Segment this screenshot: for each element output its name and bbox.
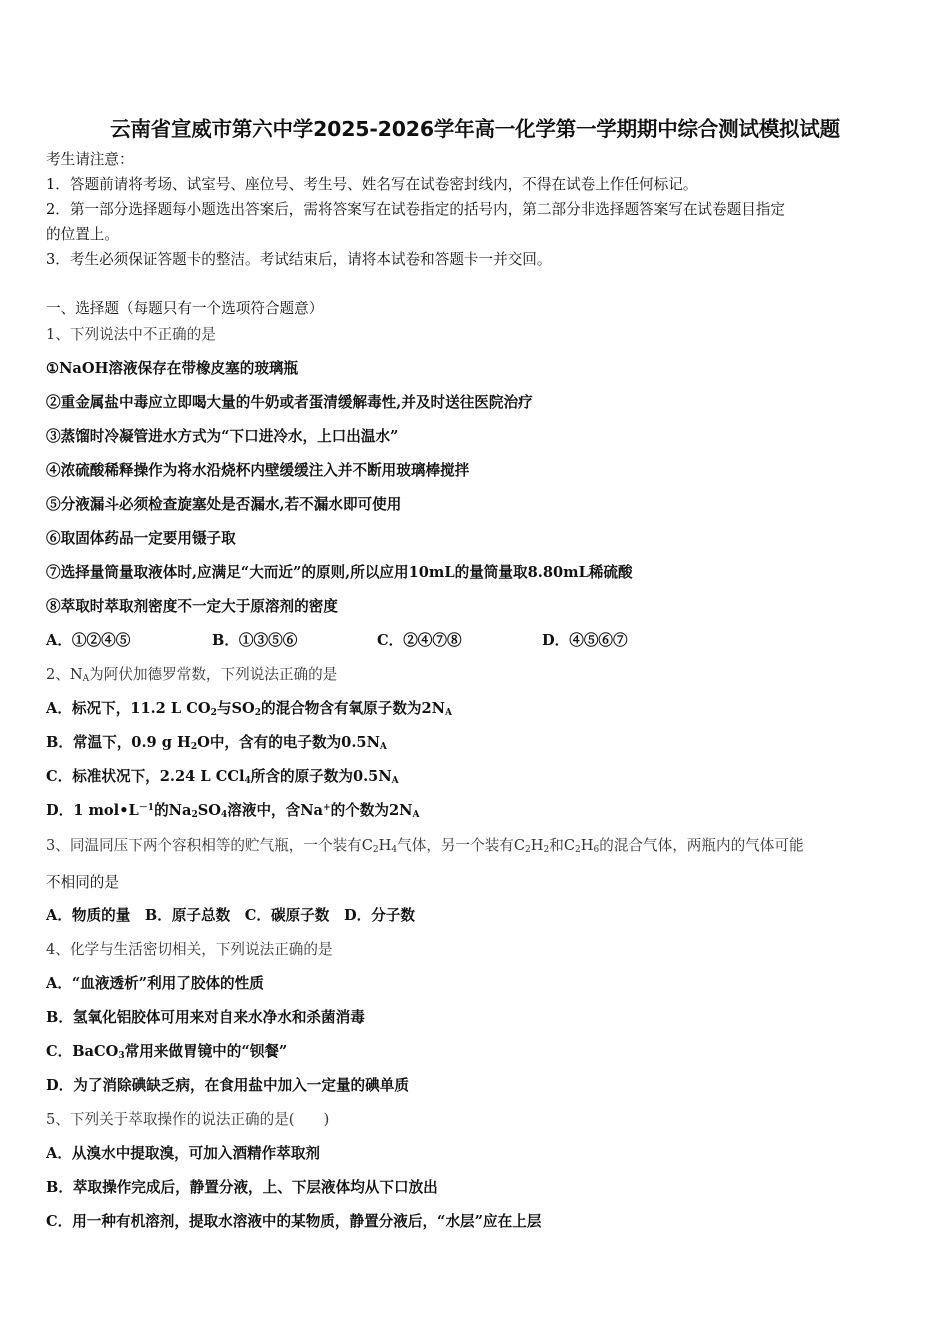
q5-option-b[interactable]: B．萃取操作完成后，静置分液，上、下层液体均从下口放出 bbox=[46, 1179, 438, 1196]
q2-option-a[interactable]: A．标况下，11.2 L $CO_2$与$SO_2$的混合物含有氧原子数为$2N_A$ bbox=[46, 700, 452, 718]
q3-options[interactable]: A．物质的量 B．原子总数 C．碳原子数 D．分子数 bbox=[46, 907, 415, 924]
q1-options bbox=[46, 631, 746, 651]
q1-statement-1: ①NaOH溶液保存在带橡皮塞的玻璃瓶 bbox=[46, 360, 299, 377]
q3-stem: 3、同温同压下两个容积相等的贮气瓶，一个装有$C_2H_4$气体，另一个装有$C_2H_2$和$C_2H_6$的混合气体，两瓶内的气体可能 bbox=[46, 837, 804, 855]
notice-item-2: 2．第一部分选择题每小题选出答案后，需将答案写在试卷指定的括号内，第二部分非选择题答案写在试卷题目指定 bbox=[46, 201, 785, 218]
notice-item-1: 1．答题前请将考场、试室号、座位号、考生号、姓名写在试卷密封线内，不得在试卷上作任何标记。 bbox=[46, 176, 698, 193]
q2-option-d[interactable]: D．1 $mol•L^{-1}$的$Na_2SO_4$溶液中，含Na+的个数为$2N_A$ bbox=[46, 802, 420, 820]
q1-statement-5: ⑤分液漏斗必须检查旋塞处是否漏水,若不漏水即可使用 bbox=[46, 496, 402, 513]
notice-heading: 考生请注意： bbox=[46, 151, 134, 168]
q2-option-c[interactable]: C．标准状况下，2.24 L CCl$_4$所含的原子数为$0.5N_A$ bbox=[46, 768, 399, 786]
q5-option-c[interactable]: C．用一种有机溶剂，提取水溶液中的某物质，静置分液后，“水层”应在上层 bbox=[46, 1213, 542, 1230]
q3-stem-cont: 不相同的是 bbox=[46, 874, 119, 891]
q2-stem: 2、$N_A$为阿伏加德罗常数，下列说法正确的是 bbox=[46, 666, 338, 684]
q5-option-a[interactable]: A．从溴水中提取溴，可加入酒精作萃取剂 bbox=[46, 1145, 321, 1162]
q5-stem: 5、下列关于萃取操作的说法正确的是( ) bbox=[46, 1111, 330, 1128]
q4-option-c[interactable]: C．BaCO$_3$常用来做胃镜中的“钡餐” bbox=[46, 1043, 288, 1061]
q1-option-d[interactable]: D．④⑤⑥⑦ bbox=[542, 632, 628, 649]
section-heading: 一、选择题（每题只有一个选项符合题意） bbox=[46, 300, 324, 317]
q1-option-a[interactable]: A．①②④⑤ bbox=[46, 632, 131, 649]
q4-option-a[interactable]: A．“血液透析”利用了胶体的性质 bbox=[46, 975, 264, 992]
notice-item-2-cont: 的位置上。 bbox=[46, 226, 119, 243]
q1-statement-4: ④浓硫酸稀释操作为将水沿烧杯内壁缓缓注入并不断用玻璃棒搅拌 bbox=[46, 462, 470, 479]
q1-statement-8: ⑧萃取时萃取剂密度不一定大于原溶剂的密度 bbox=[46, 598, 338, 615]
q1-statement-2: ②重金属盐中毒应立即喝大量的牛奶或者蛋清缓解毒性,并及时送往医院治疗 bbox=[46, 394, 533, 411]
q1-statement-7: ⑦选择量筒量取液体时,应满足“大而近”的原则,所以应用10mL的量筒量取8.80mL稀硫酸 bbox=[46, 564, 633, 581]
q1-option-c[interactable]: C．②④⑦⑧ bbox=[377, 632, 462, 649]
q4-option-d[interactable]: D．为了消除碘缺乏病，在食用盐中加入一定量的碘单质 bbox=[46, 1077, 409, 1094]
q4-option-b[interactable]: B．氢氧化铝胶体可用来对自来水净水和杀菌消毒 bbox=[46, 1009, 365, 1026]
q2-option-b[interactable]: B．常温下，0.9 g $H_2O$中，含有的电子数为$0.5N_A$ bbox=[46, 734, 387, 752]
q1-option-b[interactable]: B．①③⑤⑥ bbox=[212, 632, 298, 649]
q1-stem: 1、下列说法中不正确的是 bbox=[46, 326, 216, 343]
q4-stem: 4、化学与生活密切相关，下列说法正确的是 bbox=[46, 941, 333, 958]
q1-statement-6: ⑥取固体药品一定要用镊子取 bbox=[46, 530, 236, 547]
notice-item-3: 3．考生必须保证答题卡的整洁。考试结束后，请将本试卷和答题卡一并交回。 bbox=[46, 251, 552, 268]
exam-title: 云南省宣威市第六中学2025-2026学年高一化学第一学期期中综合测试模拟试题 bbox=[110, 117, 840, 141]
q1-statement-3: ③蒸馏时冷凝管进水方式为“下口进冷水，上口出温水” bbox=[46, 428, 399, 445]
